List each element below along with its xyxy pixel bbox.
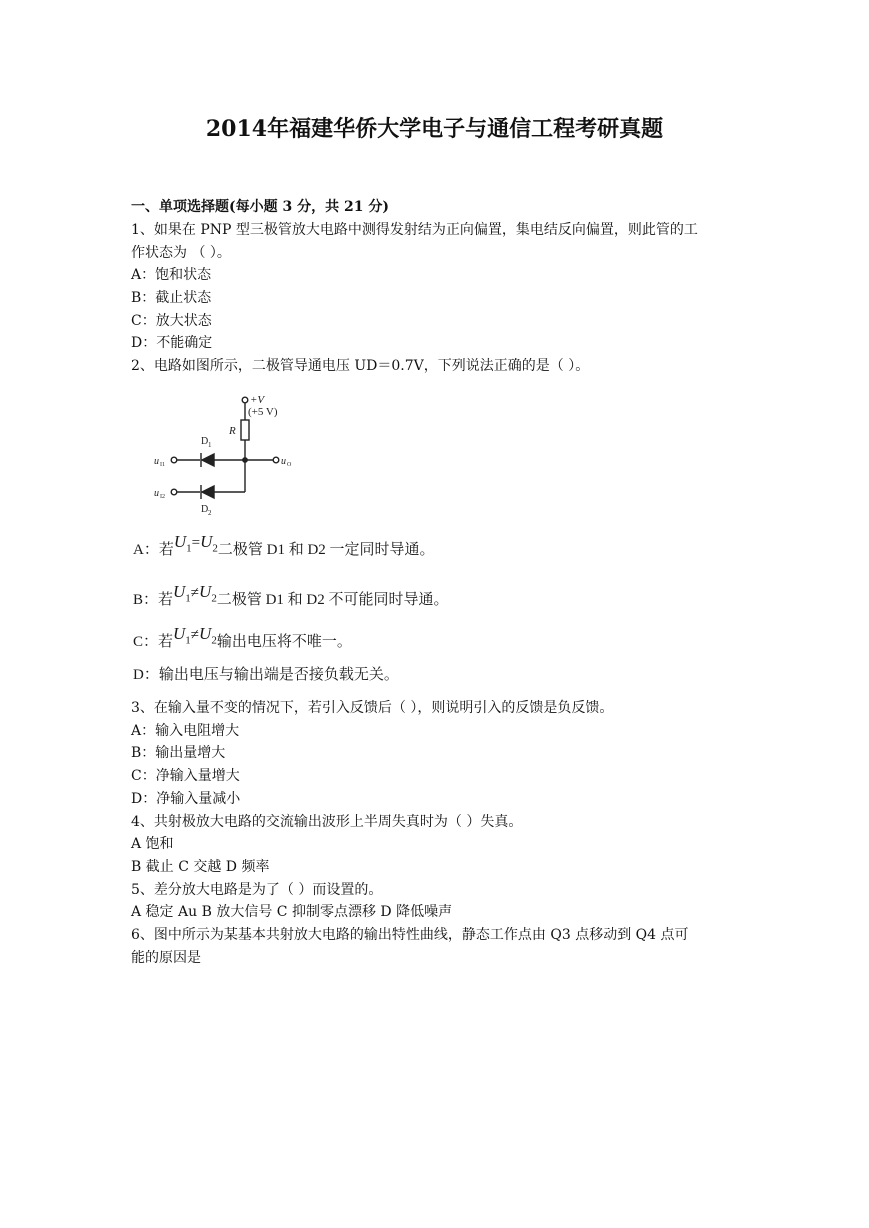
q1-option-a: A：饱和状态	[131, 267, 212, 283]
q3-option-a: A：输入电阻增大	[131, 723, 240, 739]
resistor-label: R	[229, 425, 236, 437]
q1-option-b: B：截止状态	[131, 290, 212, 306]
diode-circuit-diagram	[140, 392, 315, 520]
diode-d1	[201, 453, 214, 467]
diode-d2	[201, 485, 214, 499]
q3-stem: 3、在输入量不变的情况下，若引入反馈后（ ），则说明引入的反馈是负反馈。	[131, 700, 614, 716]
q2-option-b: B：若$U_1\ne U_2$二极管 D1 和 D2 不可能同时导通。	[133, 582, 449, 608]
q1-option-c: C：放大状态	[131, 313, 212, 329]
q6-stem-line2: 能的原因是	[131, 950, 201, 966]
q1-stem-line2: 作状态为 （ ）。	[131, 245, 231, 261]
vplus-label: +V	[250, 394, 265, 406]
q3-option-b: B：输出量增大	[131, 745, 226, 761]
output-label: u	[281, 456, 286, 467]
input2-label: u	[154, 488, 159, 499]
q5-options: A 稳定 Au B 放大信号 C 抑制零点漂移 D 降低噪声	[131, 904, 453, 920]
section-heading: 一、单项选择题(每小题 3 分，共 21 分)	[131, 199, 389, 215]
q3-option-c: C：净输入量增大	[131, 768, 240, 784]
q1-option-d: D：不能确定	[131, 335, 213, 351]
d1-label: D	[201, 436, 209, 447]
input1-label: u	[154, 456, 159, 467]
q6-stem-line1: 6、图中所示为某基本共射放大电路的输出特性曲线，静态工作点由 Q3 点移动到 Q4 点可	[131, 927, 689, 943]
q5-stem: 5、差分放大电路是为了（ ）而设置的。	[131, 882, 383, 898]
q2-option-c: C：若$U_1\ne U_2$输出电压将不唯一。	[133, 624, 352, 650]
voltage-value-label: (+5 V)	[248, 406, 278, 418]
svg-text:O: O	[287, 462, 292, 468]
q3-option-d: D：净输入量减小	[131, 791, 241, 807]
q2-stem: 2、电路如图所示，二极管导通电压 UD＝0.7V，下列说法正确的是（ ）。	[131, 358, 590, 374]
svg-text:1: 1	[208, 441, 212, 449]
q2-option-d: D：输出电压与输出端是否接负载无关。	[133, 667, 399, 683]
page-title: 2014年福建华侨大学电子与通信工程考研真题	[205, 116, 664, 142]
d2-label: D	[201, 504, 209, 515]
q2-option-a: A：若$U_1=U_2$二极管 D1 和 D2 一定同时导通。	[133, 532, 435, 558]
svg-text:2: 2	[208, 509, 212, 517]
q4-option-a: A 饱和	[131, 836, 174, 852]
svg-text:I2: I2	[160, 494, 165, 500]
q4-stem: 4、共射极放大电路的交流输出波形上半周失真时为（ ）失真。	[131, 814, 523, 830]
q1-stem-line1: 1、如果在 PNP 型三极管放大电路中测得发射结为正向偏置，集电结反向偏置，则此管的工	[131, 222, 698, 238]
q4-options-bcd: B 截止 C 交越 D 频率	[131, 859, 270, 875]
svg-text:I1: I1	[160, 462, 165, 468]
